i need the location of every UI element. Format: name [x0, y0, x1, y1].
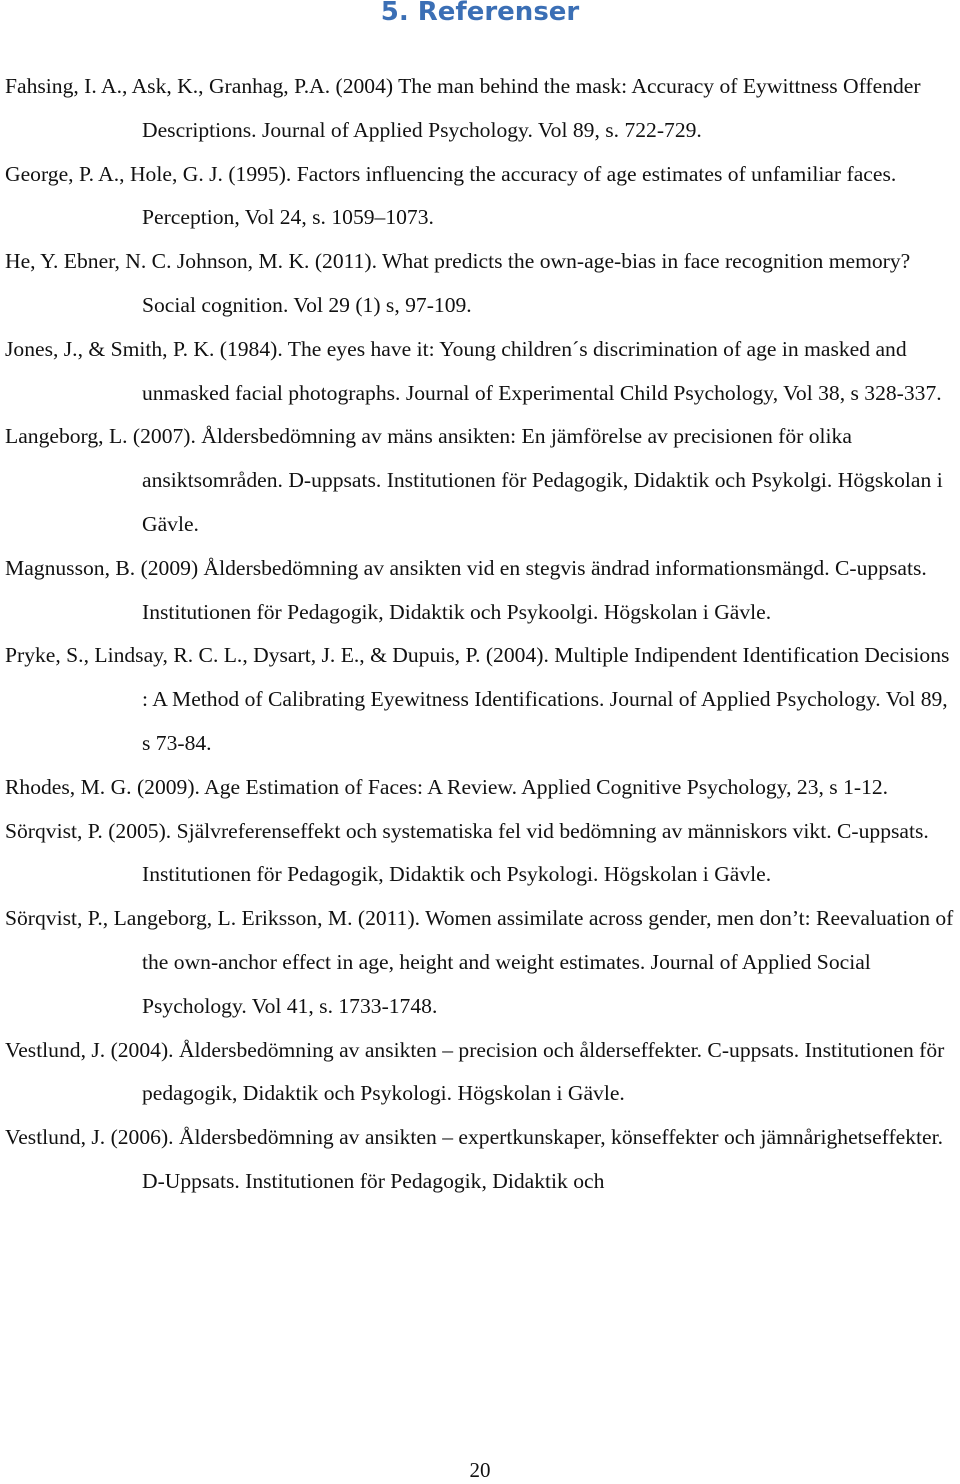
reference-entry: Vestlund, J. (2004). Åldersbedömning av ansikten – precision och ålderseffekter. C-uppsats. Institutionen för pedagogik, Didaktik och Psykologi. Högskolan i Gävle.: [5, 1037, 945, 1106]
reference-entry: Vestlund, J. (2006). Åldersbedömning av ansikten – expertkunskaper, könseffekter och jämnårighetseffekter. D-Uppsats. Institutionen för Pedagogik, Didaktik och: [5, 1125, 944, 1193]
reference-entry: He, Y. Ebner, N. C. Johnson, M. K. (2011). What predicts the own-age-bias in face recognition memory? Social cognition. Vol 29 (1) s, 97-109.: [5, 249, 911, 317]
reference-entry: Sörqvist, P. (2005). Självreferenseffekt och systematiska fel vid bedömning av människors vikt. C-uppsats. Institutionen för Pedagogik, Didaktik och Psykologi. Högskolan i Gävle.: [5, 818, 929, 887]
reference-entry: Pryke, S., Lindsay, R. C. L., Dysart, J. E., & Dupuis, P. (2004). Multiple Indipendent Identification Decisions : A Method of Calibrating Eyewitness Identifications. Journal of Applied Psychology. Vol 89, s 73-84.: [5, 643, 950, 755]
reference-entry: Langeborg, L. (2007). Åldersbedömning av mäns ansikten: En jämförelse av precisionen för olika ansiktsområden. D-uppsats. Institutionen för Pedagogik, Didaktik och Psykolgi. Högskolan i Gävle.: [5, 424, 943, 536]
section-heading: 5. Referenser: [380, 0, 580, 27]
reference-list: [5, 65, 960, 1204]
reference-entry: Rhodes, M. G. (2009). Age Estimation of Faces: A Review. Applied Cognitive Psychology, 23, s 1-12.: [5, 774, 889, 799]
reference-entry: Sörqvist, P., Langeborg, L. Eriksson, M. (2011). Women assimilate across gender, men don’t: Reevaluation of the own-anchor effect in age, height and weight estimates. Journal of Applied Social Psychology. Vol 41, s. 1733-1748.: [5, 906, 954, 1018]
reference-entry: Jones, J., & Smith, P. K. (1984). The eyes have it: Young children´s discrimination of age in masked and unmasked facial photographs. Journal of Experimental Child Psychology, Vol 38, s 328-337.: [5, 336, 942, 405]
page-number: 20: [469, 1458, 491, 1482]
reference-entry: George, P. A., Hole, G. J. (1995). Factors influencing the accuracy of age estimates of unfamiliar faces. Perception, Vol 24, s. 1059–1073.: [5, 161, 897, 230]
reference-entry: Fahsing, I. A., Ask, K., Granhag, P.A. (2004) The man behind the mask: Accuracy of Eywittness Offender Descriptions. Journal of Applied Psychology. Vol 89, s. 722-729.: [5, 74, 921, 142]
reference-entry: Magnusson, B. (2009) Åldersbedömning av ansikten vid en stegvis ändrad informationsmängd. C-uppsats. Institutionen för Pedagogik, Didaktik och Psykoolgi. Högskolan i Gävle.: [5, 555, 927, 624]
